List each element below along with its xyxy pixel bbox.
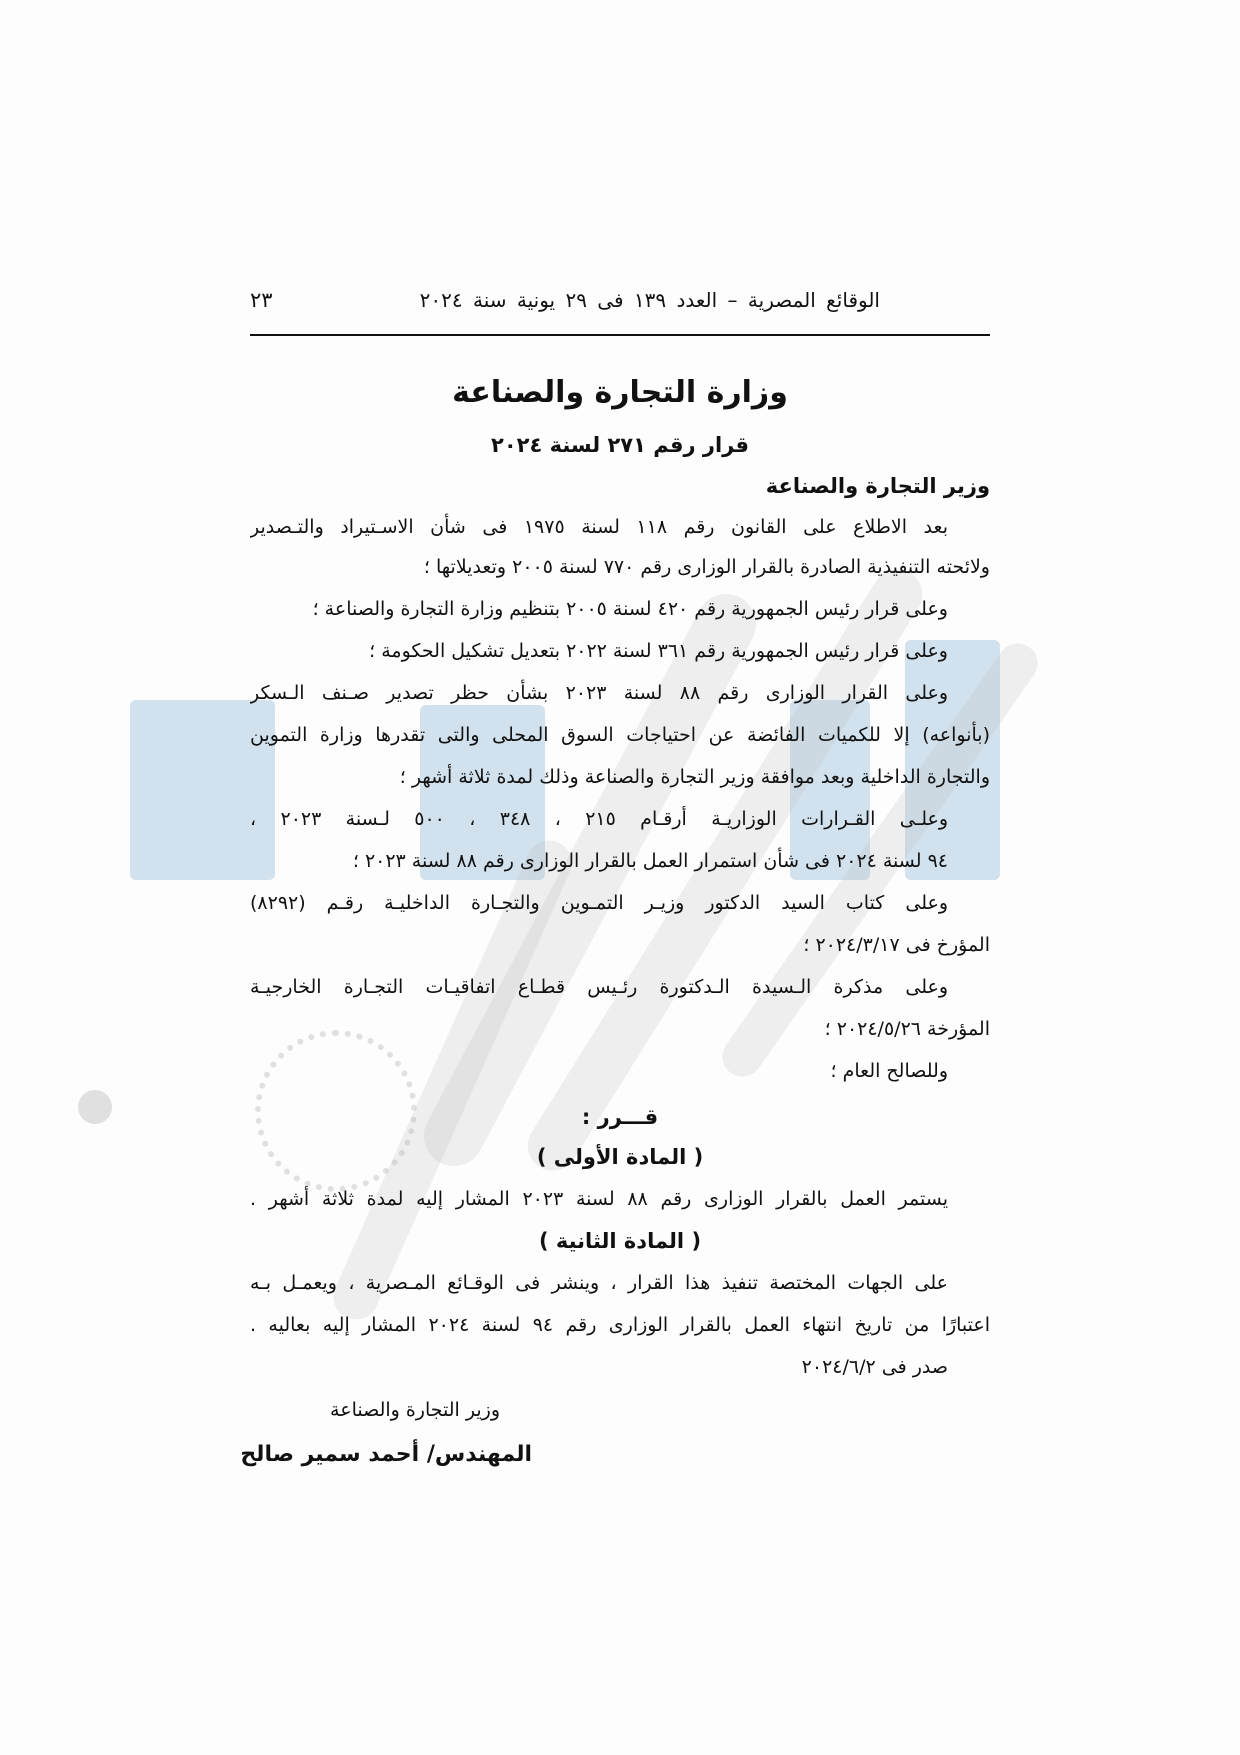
preamble-line: وللصالح العام ؛: [830, 1060, 948, 1082]
preamble-line: وعلى قرار رئيس الجمهورية رقم ٣٦١ لسنة ٢٠٢٢ بتعديل تشكيل الحكومة ؛: [369, 640, 948, 662]
preamble-line: وعلى قرار رئيس الجمهورية رقم ٤٢٠ لسنة ٢٠٠٥ بتنظيم وزارة التجارة والصناعة ؛: [312, 598, 948, 620]
decree-title: قرار رقم ٢٧١ لسنة ٢٠٢٤: [491, 433, 749, 457]
issue-date: صدر فى ٢٠٢٤/٦/٢: [801, 1356, 948, 1378]
preamble-line: وعلى القرار الوزارى رقم ٨٨ لسنة ٢٠٢٣ بشأن حظر تصدير صـنف الـسكر: [250, 682, 948, 704]
preamble-line: وعلـى القـرارات الوزاريـة أرقـام ٢١٥ ، ٣٤٨ ، ٥٠٠ لـسنة ٢٠٢٣ ،: [250, 808, 949, 830]
page-number: ٢٣: [250, 288, 273, 312]
preamble-line: (بأنواعه) إلا للكميات الفائضة عن احتياجات السوق المحلى والتى تقدرها وزارة التموين: [250, 724, 990, 746]
article-line: اعتبارًا من تاريخ انتهاء العمل بالقرار الوزارى رقم ٩٤ لسنة ٢٠٢٤ المشار إليه بعاليه .: [250, 1314, 990, 1336]
watermark-block: [905, 640, 1000, 880]
preamble-line: والتجارة الداخلية وبعد موافقة وزير التجارة والصناعة وذلك لمدة ثلاثة أشهر ؛: [399, 766, 990, 788]
article-heading: ( المادة الثانية ): [538, 1229, 702, 1253]
preamble-line: وعلى مذكرة الـسيدة الـدكتورة رئـيس قطـاع اتفاقيـات التجـارة الخارجيـة: [250, 976, 948, 998]
preamble-line: ولائحته التنفيذية الصادرة بالقرار الوزارى رقم ٧٧٠ لسنة ٢٠٠٥ وتعديلاتها ؛: [423, 556, 990, 578]
watermark-stroke: [413, 583, 766, 1176]
issuer-title: وزير التجارة والصناعة: [765, 474, 990, 498]
preamble-line: المؤرخ فى ٢٠٢٤/٣/١٧ ؛: [803, 934, 990, 956]
signature-title: وزير التجارة والصناعة: [330, 1399, 500, 1421]
article-line: يستمر العمل بالقرار الوزارى رقم ٨٨ لسنة ٢٠٢٣ المشار إليه لمدة ثلاثة أشهر .: [250, 1188, 948, 1210]
preamble-line: وعلى كتاب السيد الدكتور وزيـر التمـوين والتجـارة الداخليـة رقـم (٨٢٩٢): [250, 892, 948, 914]
signature-name: المهندس/ أحمد سمير صالح: [240, 1442, 532, 1467]
preamble-line: بعد الاطلاع على القانون رقم ١١٨ لسنة ١٩٧٥ فى شأن الاسـتيراد والتـصدير: [250, 516, 948, 538]
decision-heading: قـــرر :: [581, 1105, 659, 1129]
article-heading: ( المادة الأولى ): [536, 1145, 704, 1169]
header-rule: [250, 334, 990, 336]
preamble-line: المؤرخة ٢٠٢٤/٥/٢٦ ؛: [824, 1018, 990, 1040]
preamble-line: ٩٤ لسنة ٢٠٢٤ فى شأن استمرار العمل بالقرار الوزارى رقم ٨٨ لسنة ٢٠٢٣ ؛: [352, 850, 948, 872]
article-line: على الجهات المختصة تنفيذ هذا القرار ، وينشر فى الوقـائع المـصرية ، ويعمـل بـه: [250, 1272, 948, 1294]
watermark-dot: [78, 1090, 112, 1124]
ministry-title: وزارة التجارة والصناعة: [452, 375, 788, 410]
publication-header: الوقائع المصرية – العدد ١٣٩ فى ٢٩ يونية سنة ٢٠٢٤: [419, 288, 880, 312]
